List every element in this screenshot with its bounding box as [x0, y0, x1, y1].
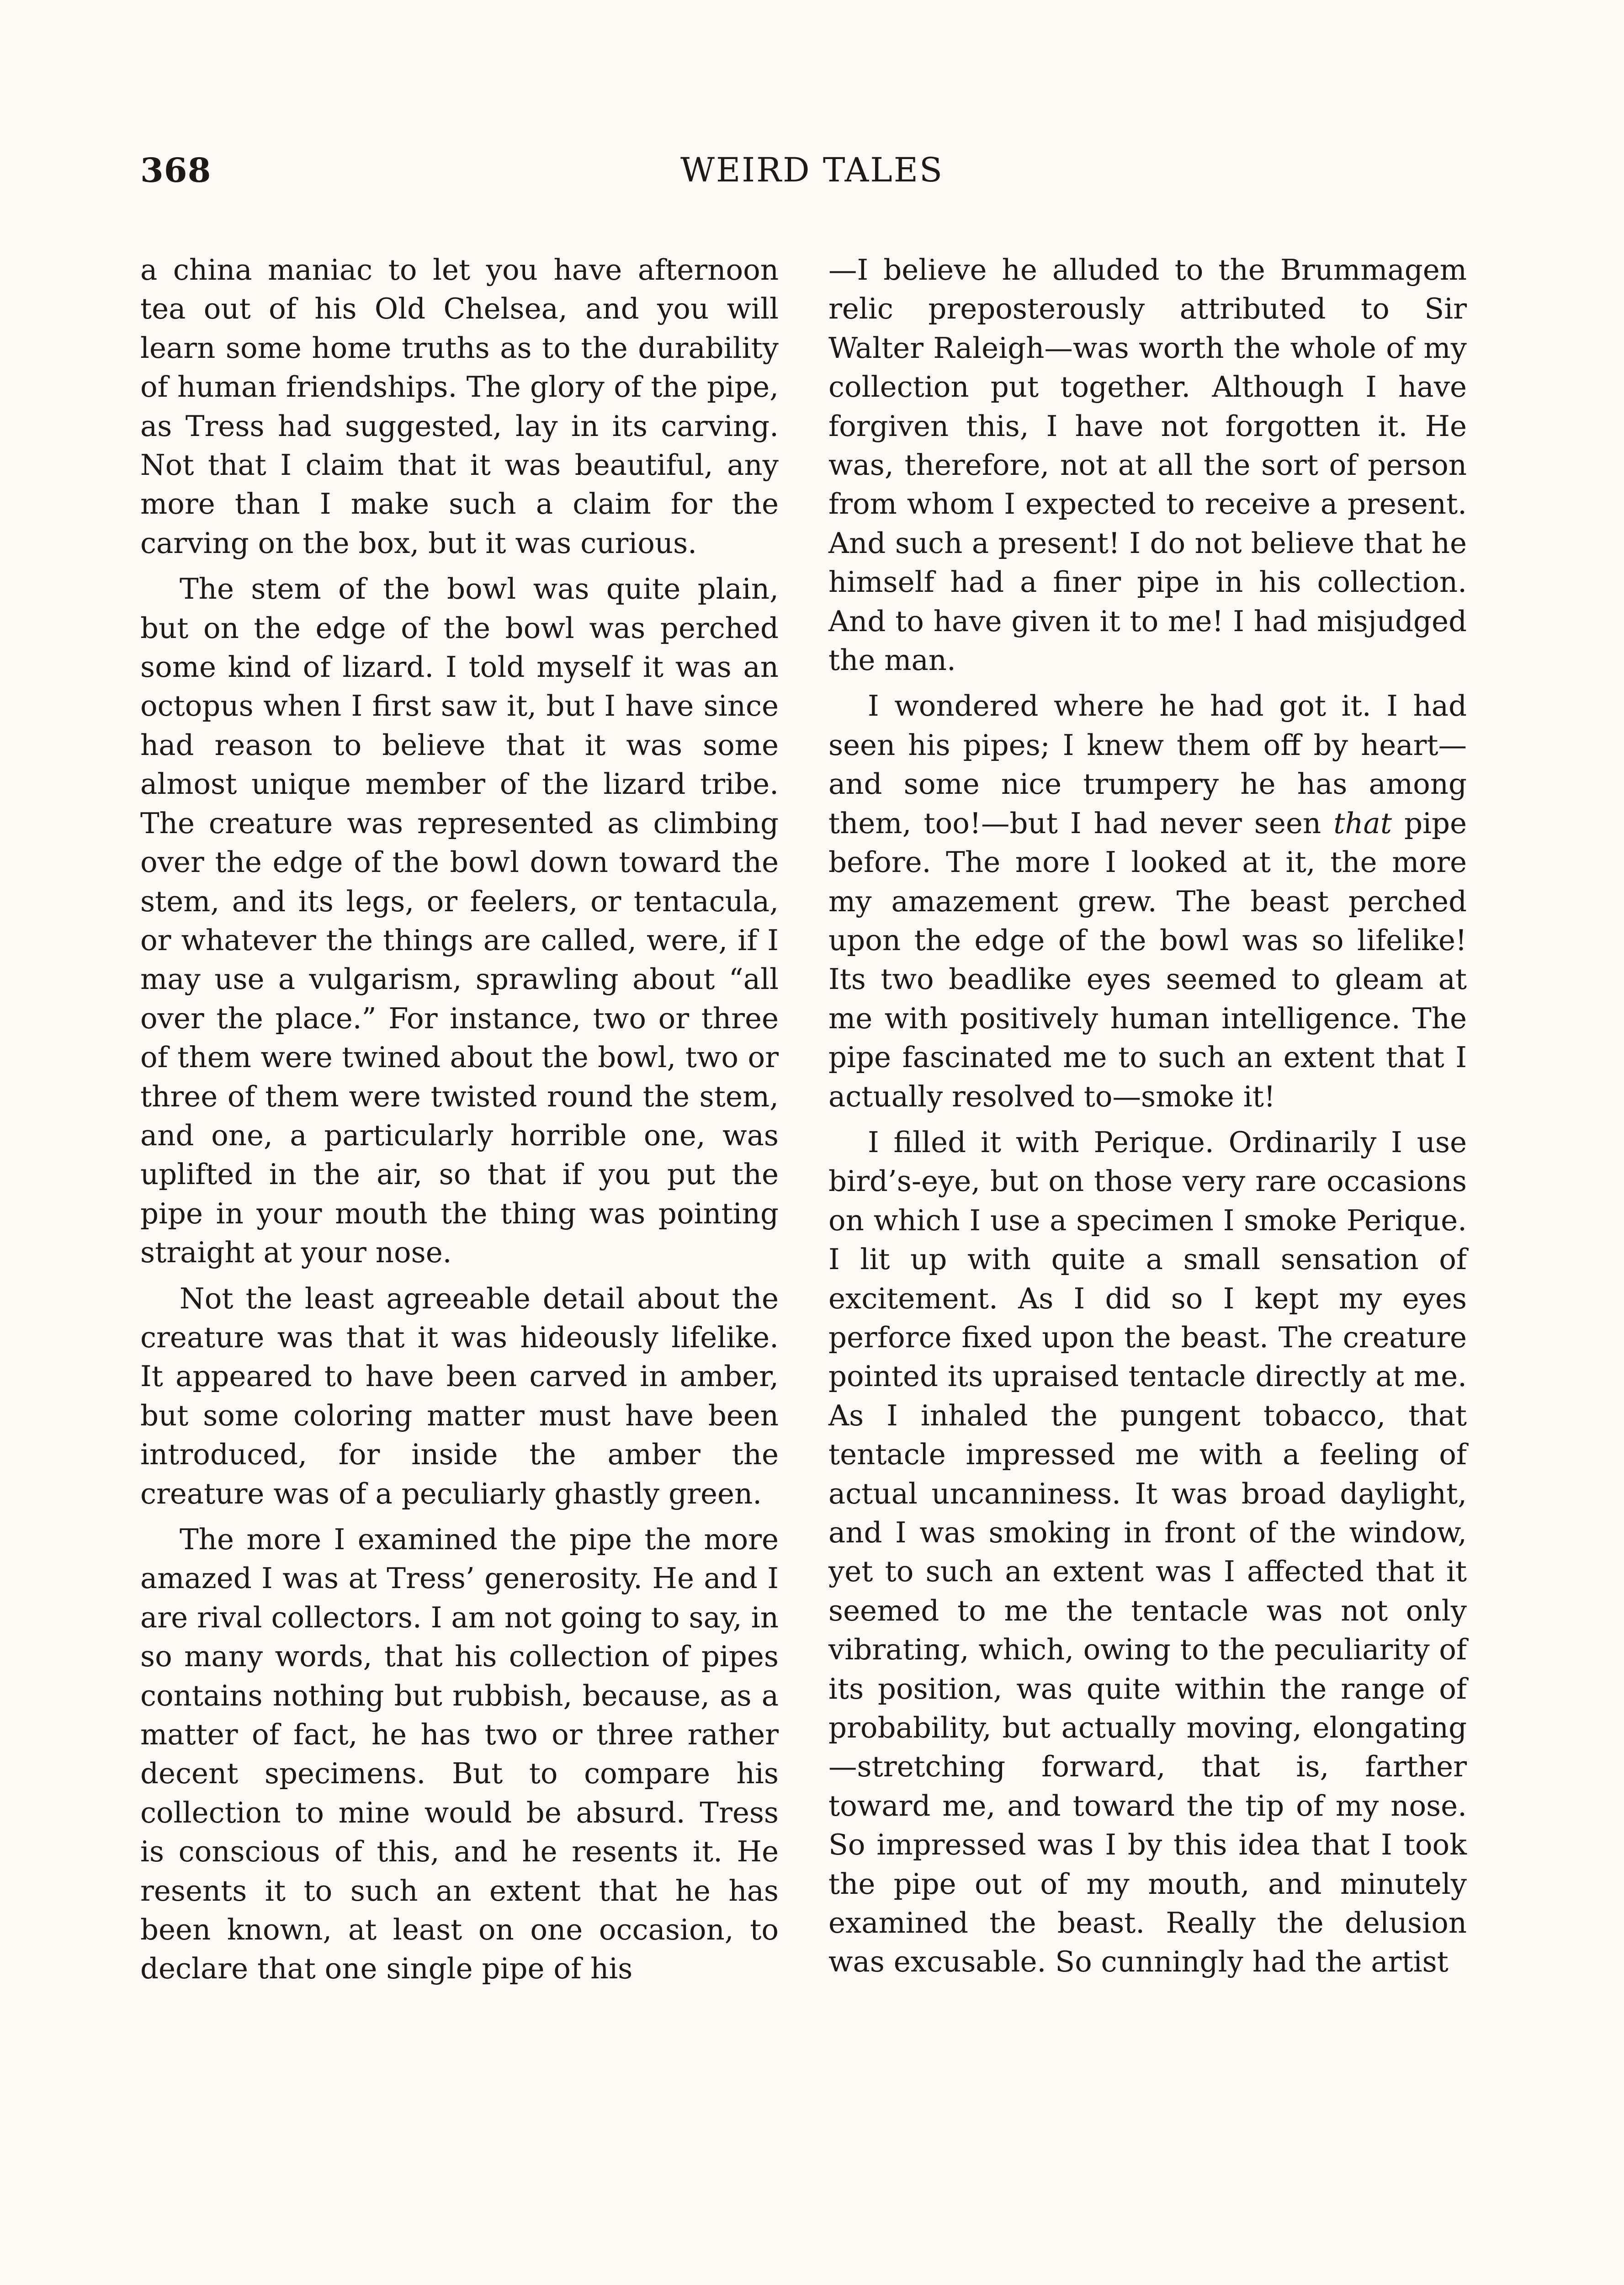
- paragraph: a china maniac to let you have afternoon tea out of his Old Chelsea, and you will learn some home truths as to the durability of human friendships. The glory of the pipe, as Tress had suggested, lay in its carving. Not that I claim that it was beautiful, any more than I make such a claim for the carving on the box, but it was curious.: [140, 253, 779, 560]
- paragraph: [828, 686, 1467, 1116]
- paragraph: The stem of the bowl was quite plain, but on the edge of the bowl was perched some kind of lizard. I told myself it was an octopus when I first saw it, but I have since had reason to believe that it was some almost unique member of the lizard tribe. The creature was represented as climbing over the edge of the bowl down toward the stem, and its legs, or feelers, or tentacula, or whatever the things are called, were, if I may use a vulgarism, sprawling about “all over the place.” For instance, two or three of them were twined about the bowl, two or three of them were twisted round the stem, and one, a particularly horrible one, was uplifted in the air, so that if you put the pipe in your mouth the thing was pointing straight at your nose.: [140, 572, 779, 1270]
- paragraph-text: pipe before. The more I looked at it, the more my amazement grew. The beast perched upon the edge of the bowl was so lifelike! Its two beadlike eyes seemed to gleam at me with positively human intelligence. The pipe fascinated me to such an extent that I actually resolved to—smoke it!: [828, 806, 1467, 1113]
- magazine-title: WEIRD TALES: [680, 151, 944, 190]
- paragraph: I filled it with Perique. Ordinarily I use bird’s-eye, but on those very rare occasions on which I use a specimen I smoke Perique. I lit up with quite a small sensation of excitement. As I did so I kept my eyes perforce fixed upon the beast. The creature pointed its upraised tentacle directly at me. As I inhaled the pungent tobacco, that tentacle impressed me with a feeling of actual uncanniness. It was broad daylight, and I was smoking in front of the window, yet to such an extent was I affected that it seemed to me the tentacle was not only vibrating, which, owing to the peculiarity of its position, was quite within the range of probability, but actually moving, elongating—stretching forward, that is, farther toward me, and toward the tip of my nose. So impressed was I by this idea that I took the pipe out of my mouth, and minutely examined the beast. Really the delusion was excusable. So cunningly had the artist: [828, 1125, 1467, 1979]
- paragraph-text: I wondered where he had got it. I had seen his pipes; I knew them off by heart—and some nice trumpery he has among them, too!—but I had never seen: [828, 689, 1467, 840]
- right-column: [828, 250, 1467, 1988]
- left-column: [140, 250, 779, 1995]
- paragraph: The more I examined the pipe the more amazed I was at Tress’ generosity. He and I are rival collectors. I am not going to say, in so many words, that his collection of pipes contains nothing but rubbish, because, as a matter of fact, he has two or three rather decent specimens. But to compare his collection to mine would be absurd. Tress is conscious of this, and he resents it. He resents it to such an extent that he has been known, at least on one occasion, to declare that one single pipe of his: [140, 1523, 779, 1986]
- page-number: 368: [140, 151, 212, 190]
- emphasis-text: that: [1333, 806, 1392, 840]
- paragraph: —I believe he alluded to the Brummagem relic preposterously attributed to Sir Walter Raleigh—was worth the whole of my collection put together. Although I have forgiven this, I have not forgotten it. He was, therefore, not at all the sort of person from whom I expected to receive a present. And such a present! I do not believe that he himself had a finer pipe in his collection. And to have given it to me! I had misjudged the man.: [828, 253, 1467, 677]
- paragraph: Not the least agreeable detail about the creature was that it was hideously lifelike. It appeared to have been carved in amber, but some coloring matter must have been introduced, for inside the amber the creature was of a peculiarly ghastly green.: [140, 1281, 779, 1510]
